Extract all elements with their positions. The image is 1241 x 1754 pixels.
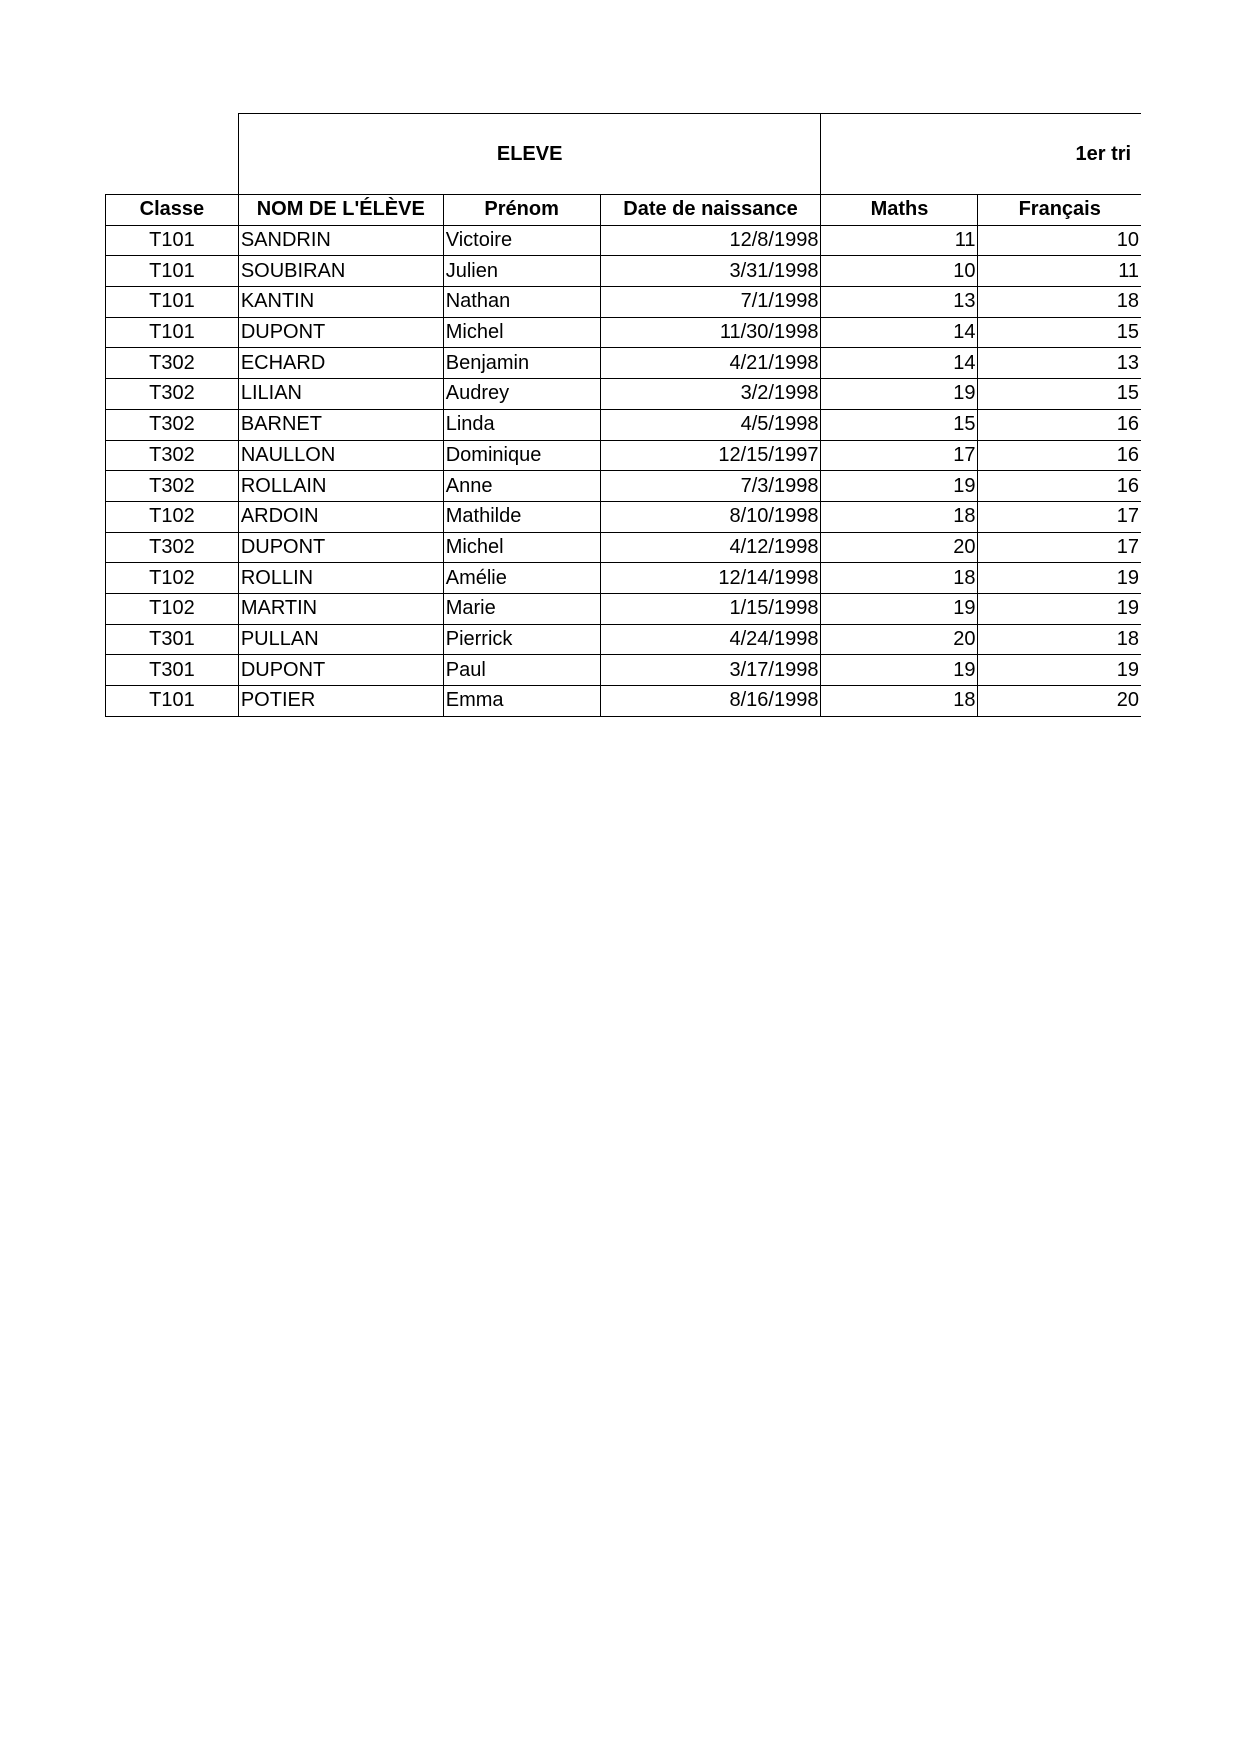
table-row: [106, 593, 1142, 624]
cell-date-naissance: 8/16/1998: [600, 686, 821, 717]
cell-francais: 15: [978, 317, 1141, 348]
cell-prenom: Nathan: [443, 287, 600, 318]
cell-classe: T302: [106, 348, 239, 379]
cell-maths: 17: [821, 440, 978, 471]
cell-date-naissance: 3/17/1998: [600, 655, 821, 686]
column-header-prenom: Prénom: [443, 195, 600, 226]
cell-maths: 19: [821, 655, 978, 686]
table-row: [106, 532, 1142, 563]
cell-nom: DUPONT: [238, 317, 443, 348]
cell-francais: 10: [978, 225, 1141, 256]
cell-maths: 20: [821, 624, 978, 655]
cell-date-naissance: 4/5/1998: [600, 409, 821, 440]
table-row: [106, 655, 1142, 686]
cell-nom: DUPONT: [238, 655, 443, 686]
cell-prenom: Linda: [443, 409, 600, 440]
cell-francais: 16: [978, 440, 1141, 471]
cell-prenom: Michel: [443, 532, 600, 563]
table-row: [106, 256, 1142, 287]
column-header-francais: Français: [978, 195, 1141, 226]
cell-nom: SOUBIRAN: [238, 256, 443, 287]
cell-nom: ARDOIN: [238, 501, 443, 532]
cell-classe: T101: [106, 256, 239, 287]
column-header-row: [106, 195, 1142, 226]
cell-date-naissance: 4/24/1998: [600, 624, 821, 655]
cell-classe: T102: [106, 593, 239, 624]
cell-nom: ROLLIN: [238, 563, 443, 594]
group-header-row: [106, 114, 1142, 195]
cell-francais: 19: [978, 593, 1141, 624]
cell-maths: 14: [821, 317, 978, 348]
cell-nom: DUPONT: [238, 532, 443, 563]
cell-classe: T302: [106, 532, 239, 563]
column-header-date-naissance: Date de naissance: [600, 195, 821, 226]
cell-date-naissance: 4/21/1998: [600, 348, 821, 379]
column-header-classe: Classe: [106, 195, 239, 226]
cell-nom: SANDRIN: [238, 225, 443, 256]
table-row: [106, 471, 1142, 502]
cell-maths: 19: [821, 471, 978, 502]
cell-classe: T302: [106, 471, 239, 502]
table-row: [106, 317, 1142, 348]
cell-date-naissance: 12/14/1998: [600, 563, 821, 594]
cell-prenom: Paul: [443, 655, 600, 686]
cell-classe: T101: [106, 287, 239, 318]
cell-prenom: Benjamin: [443, 348, 600, 379]
cell-francais: 13: [978, 348, 1141, 379]
cell-maths: 18: [821, 686, 978, 717]
group-header-eleve: ELEVE: [238, 114, 821, 195]
cell-classe: T302: [106, 409, 239, 440]
cell-nom: BARNET: [238, 409, 443, 440]
cell-classe: T301: [106, 655, 239, 686]
group-header-trimestre: 1er tri: [821, 114, 1141, 195]
table-row: [106, 440, 1142, 471]
table-row: [106, 379, 1142, 410]
cell-classe: T101: [106, 317, 239, 348]
cell-nom: PULLAN: [238, 624, 443, 655]
cell-maths: 13: [821, 287, 978, 318]
cell-prenom: Pierrick: [443, 624, 600, 655]
cell-nom: KANTIN: [238, 287, 443, 318]
cell-francais: 17: [978, 501, 1141, 532]
cell-date-naissance: 8/10/1998: [600, 501, 821, 532]
cell-date-naissance: 12/8/1998: [600, 225, 821, 256]
cell-date-naissance: 7/3/1998: [600, 471, 821, 502]
spreadsheet-page: [105, 113, 1141, 733]
cell-nom: POTIER: [238, 686, 443, 717]
cell-prenom: Dominique: [443, 440, 600, 471]
cell-classe: T101: [106, 686, 239, 717]
cell-maths: 18: [821, 501, 978, 532]
cell-maths: 18: [821, 563, 978, 594]
table-row: [106, 287, 1142, 318]
cell-classe: T302: [106, 379, 239, 410]
cell-classe: T101: [106, 225, 239, 256]
cell-francais: 16: [978, 409, 1141, 440]
table-row: [106, 225, 1142, 256]
cell-maths: 19: [821, 593, 978, 624]
table-row: [106, 501, 1142, 532]
empty-corner-cell: [106, 114, 239, 195]
cell-date-naissance: 4/12/1998: [600, 532, 821, 563]
cell-prenom: Audrey: [443, 379, 600, 410]
cell-date-naissance: 12/15/1997: [600, 440, 821, 471]
table-row: [106, 563, 1142, 594]
cell-date-naissance: 3/2/1998: [600, 379, 821, 410]
table-row: [106, 348, 1142, 379]
cell-prenom: Amélie: [443, 563, 600, 594]
cell-nom: LILIAN: [238, 379, 443, 410]
cell-nom: NAULLON: [238, 440, 443, 471]
cell-francais: 20: [978, 686, 1141, 717]
student-grades-table: [105, 113, 1141, 717]
cell-maths: 11: [821, 225, 978, 256]
cell-nom: ECHARD: [238, 348, 443, 379]
cell-francais: 18: [978, 287, 1141, 318]
cell-prenom: Emma: [443, 686, 600, 717]
cell-francais: 15: [978, 379, 1141, 410]
cell-classe: T102: [106, 501, 239, 532]
cell-maths: 10: [821, 256, 978, 287]
column-header-nom: NOM DE L'ÉLÈVE: [238, 195, 443, 226]
cell-date-naissance: 11/30/1998: [600, 317, 821, 348]
cell-prenom: Michel: [443, 317, 600, 348]
cell-francais: 19: [978, 563, 1141, 594]
cell-nom: MARTIN: [238, 593, 443, 624]
cell-date-naissance: 3/31/1998: [600, 256, 821, 287]
cell-nom: ROLLAIN: [238, 471, 443, 502]
cell-francais: 19: [978, 655, 1141, 686]
cell-maths: 15: [821, 409, 978, 440]
cell-francais: 16: [978, 471, 1141, 502]
cell-francais: 11: [978, 256, 1141, 287]
cell-maths: 20: [821, 532, 978, 563]
table-row: [106, 624, 1142, 655]
cell-classe: T102: [106, 563, 239, 594]
cell-prenom: Victoire: [443, 225, 600, 256]
column-header-maths: Maths: [821, 195, 978, 226]
cell-francais: 18: [978, 624, 1141, 655]
cell-maths: 19: [821, 379, 978, 410]
cell-francais: 17: [978, 532, 1141, 563]
cell-maths: 14: [821, 348, 978, 379]
table-row: [106, 686, 1142, 717]
cell-date-naissance: 1/15/1998: [600, 593, 821, 624]
table-row: [106, 409, 1142, 440]
cell-prenom: Marie: [443, 593, 600, 624]
cell-prenom: Mathilde: [443, 501, 600, 532]
cell-prenom: Anne: [443, 471, 600, 502]
cell-classe: T302: [106, 440, 239, 471]
cell-date-naissance: 7/1/1998: [600, 287, 821, 318]
cell-classe: T301: [106, 624, 239, 655]
cell-prenom: Julien: [443, 256, 600, 287]
